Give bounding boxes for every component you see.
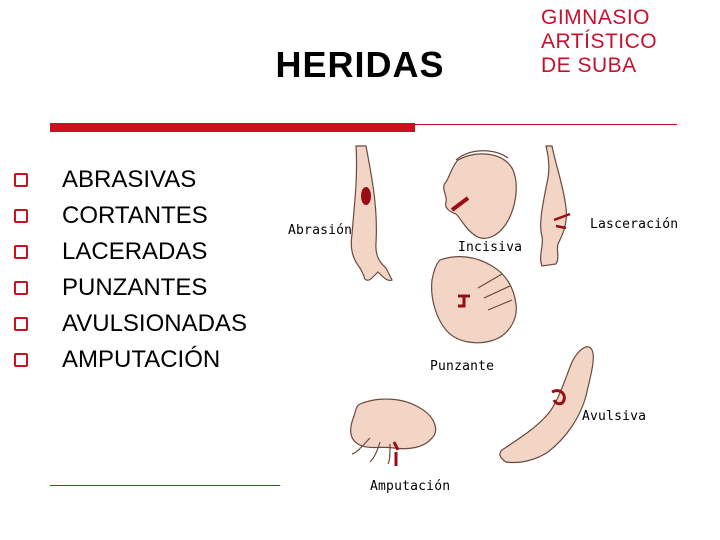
title-underline-thin [415, 124, 677, 125]
list-item-label: AVULSIONADAS [62, 310, 247, 337]
list-item-label: CORTANTES [62, 202, 208, 229]
list-item-label: ABRASIVAS [62, 166, 197, 193]
hand-amputation-figure [351, 399, 436, 466]
list-item-label: PUNZANTES [62, 274, 208, 301]
list-item [14, 198, 247, 234]
label-punzante: Punzante [430, 359, 495, 374]
list-item-label: LACERADAS [62, 238, 208, 265]
abrasion-wound [361, 187, 371, 205]
brand-line-1: GIMNASIO [541, 6, 651, 29]
label-incisiva: Incisiva [458, 240, 523, 255]
bullet-box-icon [14, 317, 28, 331]
hand-puncture-figure [432, 257, 517, 343]
bullet-box-icon [14, 281, 28, 295]
label-abrasion: Abrasión [288, 223, 353, 238]
list-item-label: AMPUTACIÓN [62, 346, 221, 373]
arm-abrasion-figure [351, 146, 392, 281]
list-item [14, 342, 247, 378]
bullet-box-icon [14, 353, 28, 367]
brand-line-2: ARTÍSTICO [541, 30, 658, 53]
list-item [14, 162, 247, 198]
list-item [14, 306, 247, 342]
bullet-box-icon [14, 209, 28, 223]
brand-block [541, 6, 711, 78]
list-item [14, 270, 247, 306]
list-item [14, 234, 247, 270]
label-amputacion: Amputación [370, 479, 451, 494]
amputation-wound [394, 442, 398, 466]
slide-title: HERIDAS [275, 44, 445, 85]
leg-avulsion-figure [500, 347, 593, 463]
leg-laceration-figure [541, 146, 570, 266]
wound-types-illustration [280, 138, 678, 498]
label-lasceracion: Lasceración [590, 217, 678, 232]
label-avulsiva: Avulsiva [582, 409, 647, 424]
head-incision-figure [444, 151, 517, 239]
wound-type-list [14, 162, 247, 378]
bullet-box-icon [14, 173, 28, 187]
title-underline-thick [50, 123, 415, 132]
brand-line-3: DE SUBA [541, 54, 637, 77]
bullet-box-icon [14, 245, 28, 259]
